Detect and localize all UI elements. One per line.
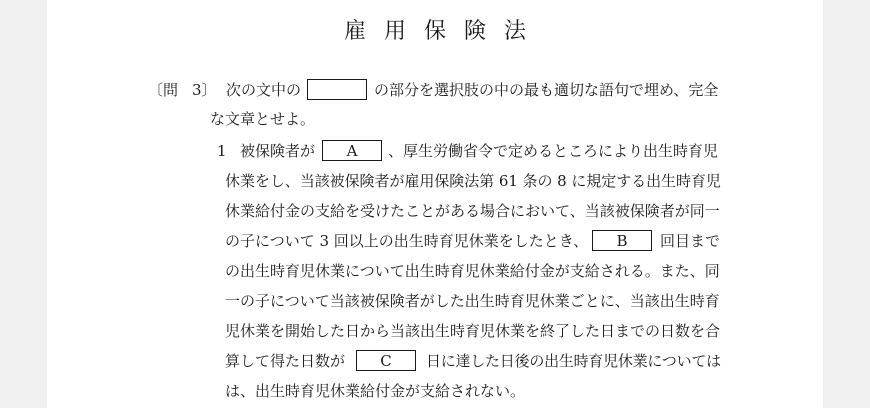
intro-line-2: な文章とせよ。 [210, 110, 316, 128]
item-line-6: 一の子について当該被保険者がした出生時育児休業ごとに、当該出生時育 [225, 292, 720, 310]
blank-box-c: C [356, 349, 416, 371]
item-line-8-start: 算して得た日数が [225, 352, 346, 370]
blank-box-b: B [592, 229, 652, 251]
item-line-3: 休業給付金の支給を受けたことがある場合において、当該被保険者が同一 [225, 202, 720, 220]
blank-box-empty [307, 78, 367, 100]
item-line-1-end: 、厚生労働省令で定めるところにより出生時育児 [388, 142, 719, 160]
page-title: 雇用保険法 [343, 19, 544, 44]
item-line-9: は、出生時育児休業給付金が支給されない。 [225, 382, 526, 400]
item-line-8-end: 日に達した日後の出生時育児休業については [426, 352, 721, 370]
item-line-5: の出生時育児休業について出生時育児休業給付金が支給される。また、同 [225, 262, 720, 280]
intro-line-1-start: 次の文中の [226, 81, 302, 99]
question-label-open: 〔問 [148, 81, 179, 99]
item-line-4-end: 回目まで [660, 232, 721, 250]
exam-page [47, 0, 823, 408]
item-line-4-start: の子について 3 回以上の出生時育児休業をしたとき、 [225, 232, 589, 250]
item-line-2: 休業をし、当該被保険者が雇用保険法第 61 条の 8 に規定する出生時育児 [225, 172, 721, 190]
blank-box-a: A [322, 139, 382, 161]
item-line-1-start: 被保険者が [240, 142, 316, 160]
intro-line-1-end: の部分を選択肢の中の最も適切な語句で埋め、完全 [374, 81, 719, 99]
question-label-number: 3〕 [192, 81, 217, 99]
item-line-7: 児休業を開始した日から当該出生時育児休業を終了した日までの日数を合 [225, 322, 721, 340]
item-number: 1 [217, 142, 227, 160]
